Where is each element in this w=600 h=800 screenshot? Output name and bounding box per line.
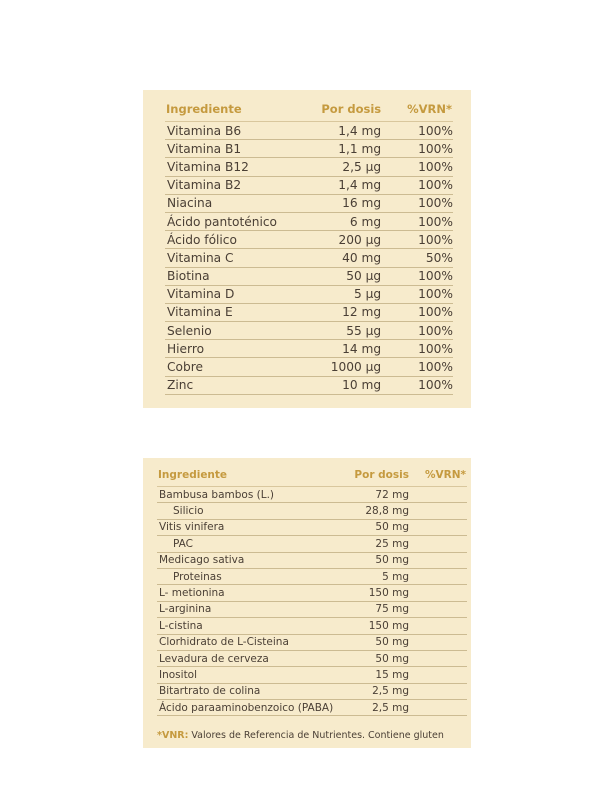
dose-cell: 15 mg — [348, 667, 419, 683]
plant-extracts-panel — [143, 458, 471, 748]
dose-cell: 1,4 mg — [303, 176, 395, 194]
ingredient-cell: L-cistina — [157, 618, 348, 634]
vrn-cell: 100% — [395, 212, 453, 230]
header-ingredient: Ingrediente — [157, 464, 348, 487]
vrn-cell: 100% — [395, 140, 453, 158]
ingredient-cell: Vitamina D — [165, 285, 303, 303]
ingredient-cell: L- metionina — [157, 585, 348, 601]
dose-cell: 1,4 mg — [303, 122, 395, 140]
table-row — [165, 322, 453, 340]
table-row — [165, 176, 453, 194]
dose-cell: 1000 µg — [303, 358, 395, 376]
ingredient-cell: Ácido fólico — [165, 231, 303, 249]
ingredient-cell: Vitamina E — [165, 303, 303, 321]
dose-cell: 2,5 mg — [348, 683, 419, 699]
table-row — [157, 568, 467, 584]
ingredient-cell: Zinc — [165, 376, 303, 394]
ingredient-cell: Proteinas — [157, 568, 348, 584]
dose-cell: 12 mg — [303, 303, 395, 321]
table-row — [165, 231, 453, 249]
vrn-cell — [419, 503, 467, 519]
vrn-cell: 100% — [395, 158, 453, 176]
vrn-cell — [419, 667, 467, 683]
dose-cell: 2,5 µg — [303, 158, 395, 176]
ingredient-cell: Biotina — [165, 267, 303, 285]
dose-cell: 2,5 mg — [348, 700, 419, 716]
vrn-cell: 100% — [395, 358, 453, 376]
dose-cell: 40 mg — [303, 249, 395, 267]
vrn-cell: 100% — [395, 322, 453, 340]
vrn-cell — [419, 601, 467, 617]
table-header-row — [157, 464, 467, 487]
vrn-cell: 100% — [395, 303, 453, 321]
ingredient-cell: Vitamina B6 — [165, 122, 303, 140]
vrn-cell: 100% — [395, 231, 453, 249]
table-row — [165, 212, 453, 230]
dose-cell: 72 mg — [348, 487, 419, 503]
table-row — [157, 536, 467, 552]
table-row — [157, 634, 467, 650]
table-row — [157, 519, 467, 535]
vitamins-minerals-table — [165, 96, 453, 395]
table-row — [157, 585, 467, 601]
ingredient-cell: L-arginina — [157, 601, 348, 617]
vrn-cell — [419, 618, 467, 634]
table-row — [165, 285, 453, 303]
ingredient-cell: Ácido pantoténico — [165, 212, 303, 230]
vrn-cell — [419, 683, 467, 699]
ingredient-cell: Niacina — [165, 194, 303, 212]
ingredient-cell: Medicago sativa — [157, 552, 348, 568]
dose-cell: 50 mg — [348, 552, 419, 568]
vrn-cell — [419, 634, 467, 650]
table-row — [165, 340, 453, 358]
header-ingredient: Ingrediente — [165, 96, 303, 122]
vrn-cell — [419, 650, 467, 666]
header-vrn: %VRN* — [395, 96, 453, 122]
vrn-cell — [419, 700, 467, 716]
table-row — [165, 303, 453, 321]
vrn-cell — [419, 487, 467, 503]
dose-cell: 75 mg — [348, 601, 419, 617]
table-row — [165, 267, 453, 285]
footnote-text: Valores de Referencia de Nutrientes. Contiene gluten — [191, 730, 444, 742]
header-vrn: %VRN* — [419, 464, 467, 487]
table-row — [165, 376, 453, 394]
ingredient-cell: Bitartrato de colina — [157, 683, 348, 699]
ingredient-cell: Vitamina B1 — [165, 140, 303, 158]
table-row — [157, 552, 467, 568]
dose-cell: 50 mg — [348, 519, 419, 535]
dose-cell: 25 mg — [348, 536, 419, 552]
dose-cell: 50 µg — [303, 267, 395, 285]
ingredient-cell: Vitis vinifera — [157, 519, 348, 535]
vrn-cell: 100% — [395, 376, 453, 394]
vrn-cell: 100% — [395, 285, 453, 303]
dose-cell: 6 mg — [303, 212, 395, 230]
footnote-mark: *VNR: — [157, 730, 189, 742]
header-dose: Por dosis — [348, 464, 419, 487]
vrn-cell: 100% — [395, 194, 453, 212]
table-row — [157, 650, 467, 666]
ingredient-cell: Silicio — [157, 503, 348, 519]
ingredient-cell: Bambusa bambos (L.) — [157, 487, 348, 503]
table-row — [165, 194, 453, 212]
ingredient-cell: Clorhidrato de L-Cisteina — [157, 634, 348, 650]
ingredient-cell: Vitamina B2 — [165, 176, 303, 194]
dose-cell: 50 mg — [348, 634, 419, 650]
vrn-cell: 100% — [395, 267, 453, 285]
vitamins-minerals-panel — [143, 90, 471, 408]
dose-cell: 55 µg — [303, 322, 395, 340]
header-dose: Por dosis — [303, 96, 395, 122]
table-row — [157, 503, 467, 519]
vrn-cell — [419, 552, 467, 568]
vrn-cell — [419, 536, 467, 552]
dose-cell: 150 mg — [348, 618, 419, 634]
vrn-cell — [419, 568, 467, 584]
table-row — [165, 249, 453, 267]
vrn-cell: 100% — [395, 340, 453, 358]
table-row — [165, 158, 453, 176]
table-row — [165, 140, 453, 158]
ingredient-cell: Inositol — [157, 667, 348, 683]
dose-cell: 5 mg — [348, 568, 419, 584]
dose-cell: 10 mg — [303, 376, 395, 394]
vrn-cell: 100% — [395, 122, 453, 140]
dose-cell: 50 mg — [348, 650, 419, 666]
table-header-row — [165, 96, 453, 122]
ingredient-cell: Cobre — [165, 358, 303, 376]
dose-cell: 1,1 mg — [303, 140, 395, 158]
dose-cell: 150 mg — [348, 585, 419, 601]
table-row — [165, 358, 453, 376]
ingredient-cell: Vitamina B12 — [165, 158, 303, 176]
vrn-cell — [419, 519, 467, 535]
dose-cell: 16 mg — [303, 194, 395, 212]
ingredient-cell: Ácido paraaminobenzoico (PABA) — [157, 700, 348, 716]
table-row — [157, 487, 467, 503]
vrn-cell — [419, 585, 467, 601]
table-row — [157, 618, 467, 634]
dose-cell: 14 mg — [303, 340, 395, 358]
dose-cell: 5 µg — [303, 285, 395, 303]
table-row — [157, 700, 467, 716]
dose-cell: 200 µg — [303, 231, 395, 249]
table-row — [157, 667, 467, 683]
ingredient-cell: Levadura de cerveza — [157, 650, 348, 666]
ingredient-cell: Selenio — [165, 322, 303, 340]
table-row — [165, 122, 453, 140]
table-row — [157, 601, 467, 617]
ingredient-cell: Hierro — [165, 340, 303, 358]
ingredient-cell: PAC — [157, 536, 348, 552]
ingredient-cell: Vitamina C — [165, 249, 303, 267]
vrn-cell: 100% — [395, 176, 453, 194]
vrn-cell: 50% — [395, 249, 453, 267]
plant-extracts-table — [157, 464, 467, 716]
footnote — [157, 730, 467, 741]
dose-cell: 28,8 mg — [348, 503, 419, 519]
table-row — [157, 683, 467, 699]
